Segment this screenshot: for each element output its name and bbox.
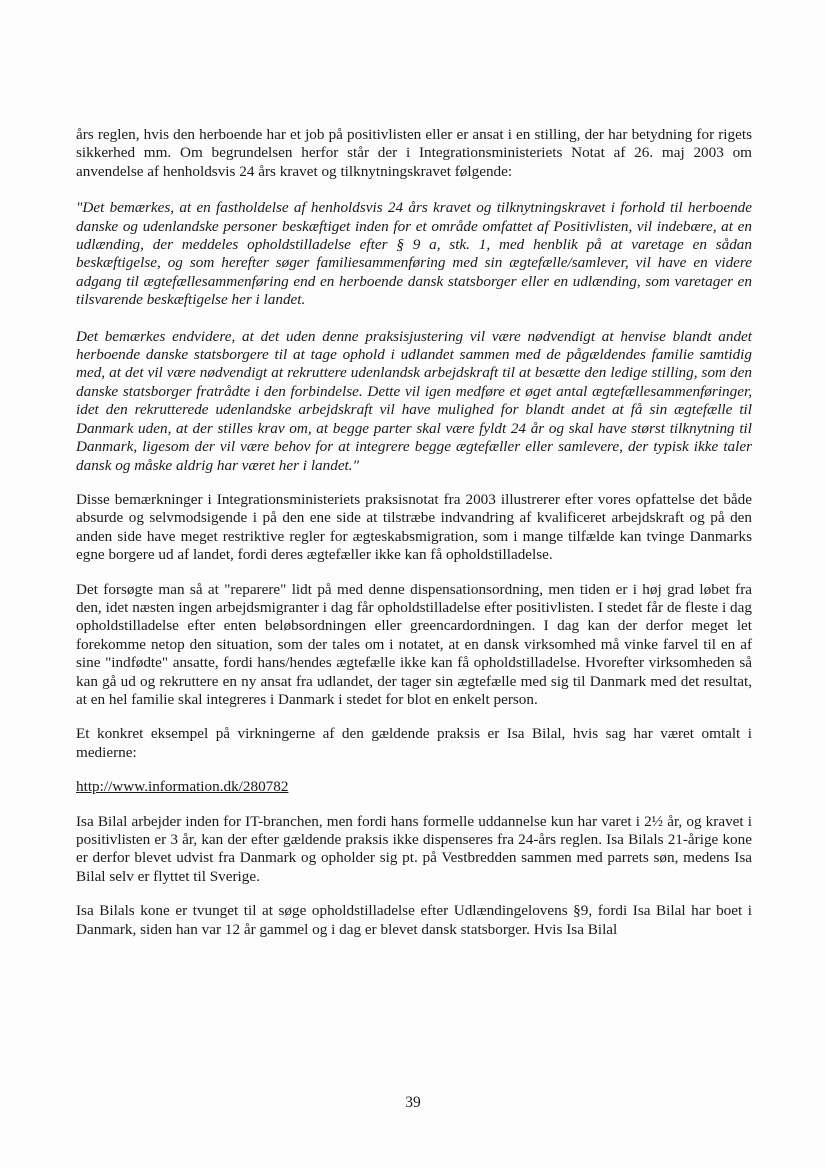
page-body xyxy=(76,126,752,939)
paragraph-dispensation: Det forsøgte man så at "reparere" lidt på med denne dispensationsordning, men tiden er i høj grad løbet fra den, idet næsten ingen arbejdsmigranter i dag får opholdstilladelse efter positivlisten. I stedet får de fleste i dag opholdstilladelse efter enten beløbsordningen eller greencardordningen. I dag kan der derfor meget let forekomme netop den situation, som der tales om i notatet, at en dansk virksomhed må vinke farvel til en af sine "indfødte" ansatte, fordi hans/hendes ægtefælle ikke kan få opholdstilladelse. Hvorefter virksomheden så kan gå ud og rekruttere en ny ansat fra udlandet, der tager sin ægtefælle med sig til Danmark med det resultat, at en hel familie skal integreres i Danmark i stedet for blot en enkelt person. xyxy=(76,580,752,708)
quote-paragraph-1: "Det bemærkes, at en fastholdelse af henholdsvis 24 års kravet og tilknytningskravet i forhold til herboende danske og udenlandske personer beskæftiget inden for et område omfattet af Positivlisten, vil indebære, at en udlænding, der meddeles opholdstilladelse efter § 9 a, stk. 1, med henblik på at varetage en sådan beskæftigelse, og som herefter søger familiesammenføring med sin ægtefælle/samlever, vil have en videre adgang til ægtefællesammenføring end en herboende dansk statsborger eller en udlænding, som varetager en tilsvarende beskæftigelse her i landet. xyxy=(76,199,752,309)
link-paragraph xyxy=(76,778,752,796)
paragraph-remarks: Disse bemærkninger i Integrationsministeriets praksisnotat fra 2003 illustrerer efter vores opfattelse det både absurde og selvmodsigende i på den ene side at tilstræbe indvandring af kvalificeret arbejdskraft og på den anden side have meget restriktive regler for ægteskabsmigration, som i mange tilfælde kan tvinge Danmarks egne borgere ud af landet, fordi deres ægtefæller ikke kan få opholdstilladelse. xyxy=(76,490,752,564)
information-article-link[interactable]: http://www.information.dk/280782 xyxy=(76,778,289,796)
quote-paragraph-2: Det bemærkes endvidere, at det uden denne praksisjustering vil være nødvendigt at henvise blandt andet herboende danske statsborgere til at tage ophold i udlandet sammen med de pågældendes familie samtidig med, at det vil være nødvendigt at rekruttere udenlandsk arbejdskraft til at besætte den ledige stilling, som den danske statsborger fratrådte i den forbindelse. Dette vil igen medføre et øget antal ægtefællesammenføringer, idet den rekrutterede udenlandske arbejdskraft vil have mulighed for blandt andet at få sin ægtefælle til Danmark uden, at der stilles krav om, at begge parter skal være fyldt 24 år og skal have størst tilknytning til Danmark, ligesom der vil være behov for at integrere begge ægtefæller eller samlevere, der typisk ikke taler dansk og måske aldrig har været her i landet." xyxy=(76,327,752,474)
paragraph-isa-bilal-wife: Isa Bilals kone er tvunget til at søge opholdstilladelse efter Udlændingelovens §9, fordi Isa Bilal har boet i Danmark, siden han var 12 år gammel og i dag er blevet dansk statsborger. Hvis Isa Bilal xyxy=(76,902,752,938)
page-number: 39 xyxy=(405,1094,421,1111)
paragraph-example-intro: Et konkret eksempel på virkningerne af den gældende praksis er Isa Bilal, hvis sag har været omtalt i medierne: xyxy=(76,725,752,761)
paragraph-intro: års reglen, hvis den herboende har et job på positivlisten eller er ansat i en stilling, der har betydning for rigets sikkerhed mm. Om begrundelsen herfor står der i Integrationsministeriets Notat af 26. maj 2003 om anvendelse af henholdsvis 24 års kravet og tilknytningskravet følgende: xyxy=(76,126,752,180)
paragraph-isa-bilal-case: Isa Bilal arbejder inden for IT-branchen, men fordi hans formelle uddannelse kun har varet i 2½ år, og kravet i positivlisten er 3 år, kan der efter gældende praksis ikke dispenseres fra 24-års reglen. Isa Bilals 21-årige kone er derfor blevet udvist fra Danmark og opholder sig pt. på Vestbredden sammen med parrets søn, medens Isa Bilal selv er flyttet til Sverige. xyxy=(76,812,752,885)
